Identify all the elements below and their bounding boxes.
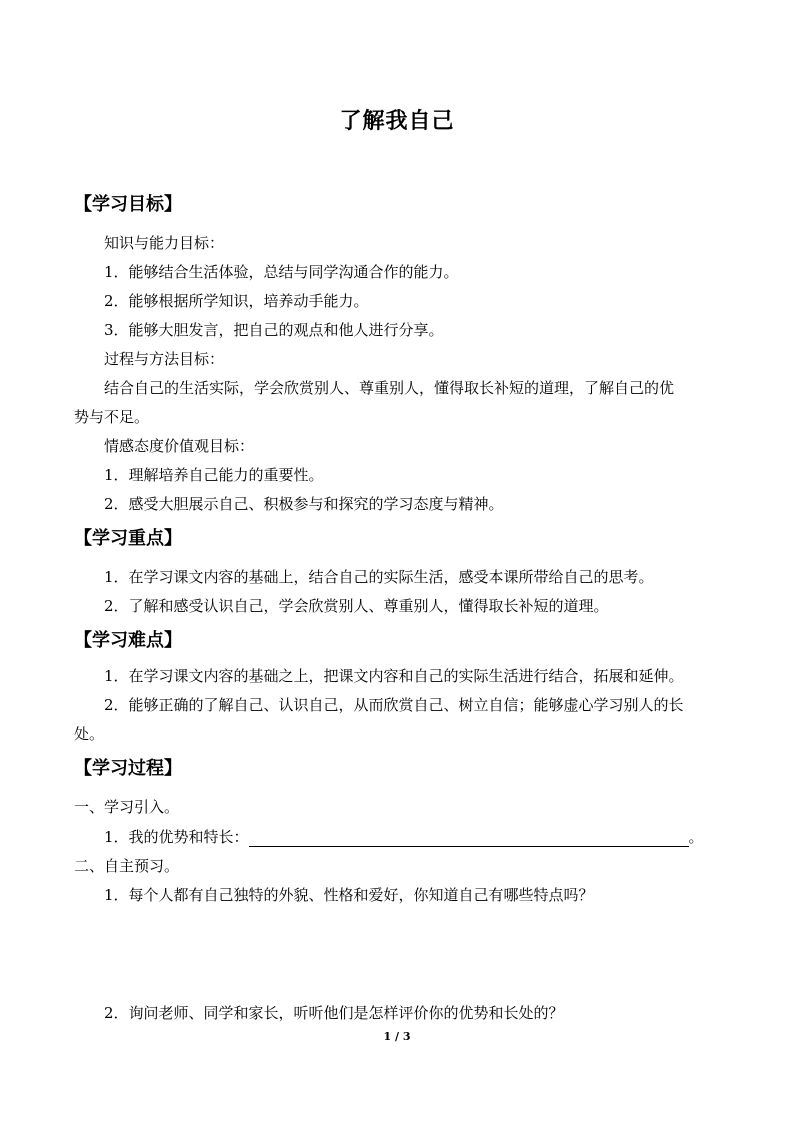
strengths-answer-blank[interactable] [249,832,689,847]
process-section-1: 一、学习引入。 [74,798,180,816]
knowledge-item-2: 2．能够根据所学知识，培养动手能力。 [104,292,369,310]
section-heading-goals: 【学习目标】 [74,194,182,215]
page-title: 了解我自己 [339,108,455,134]
difficulty-item-2-line1: 2．能够正确的了解自己、认识自己，从而欣赏自己、树立自信；能够虚心学习别人的长 [104,696,684,714]
key-point-item-1: 1．在学习课文内容的基础上，结合自己的实际生活，感受本课所带给自己的思考。 [104,568,654,586]
strengths-label: 1．我的优势和特长： [104,828,249,846]
section-heading-difficulties: 【学习难点】 [74,630,182,651]
knowledge-item-3: 3．能够大胆发言，把自己的观点和他人进行分享。 [104,321,444,339]
preview-item-2: 2．询问老师、同学和家长，听听他们是怎样评价你的优势和长处的？ [104,1004,564,1022]
knowledge-label: 知识与能力目标： [104,234,225,252]
strengths-end-mark: 。 [688,828,704,846]
process-label: 过程与方法目标： [104,350,225,368]
difficulty-item-2-line2: 处。 [74,725,105,743]
preview-item-1: 1．每个人都有自己独特的外貌、性格和爱好，你知道自己有哪些特点吗？ [104,886,594,904]
section-heading-key-points: 【学习重点】 [74,528,182,549]
process-section-2: 二、自主预习。 [74,857,180,875]
strengths-question [104,826,704,847]
emotion-item-2: 2．感受大胆展示自己、积极参与和探究的学习态度与精神。 [104,495,504,513]
process-text-line2: 势与不足。 [74,408,150,426]
key-point-item-2: 2．了解和感受认识自己，学会欣赏别人、尊重别人，懂得取长补短的道理。 [104,597,609,615]
section-heading-process: 【学习过程】 [74,758,182,779]
difficulty-item-1: 1．在学习课文内容的基础之上，把课文内容和自己的实际生活进行结合，拓展和延伸。 [104,667,684,685]
process-text-line1: 结合自己的生活实际，学会欣赏别人、尊重别人，懂得取长补短的道理，了解自己的优 [104,379,675,397]
emotion-label: 情感态度价值观目标： [104,437,255,455]
knowledge-item-1: 1．能够结合生活体验，总结与同学沟通合作的能力。 [104,263,459,281]
emotion-item-1: 1．理解培养自己能力的重要性。 [104,466,324,484]
page-indicator: 1 / 3 [383,1030,411,1043]
